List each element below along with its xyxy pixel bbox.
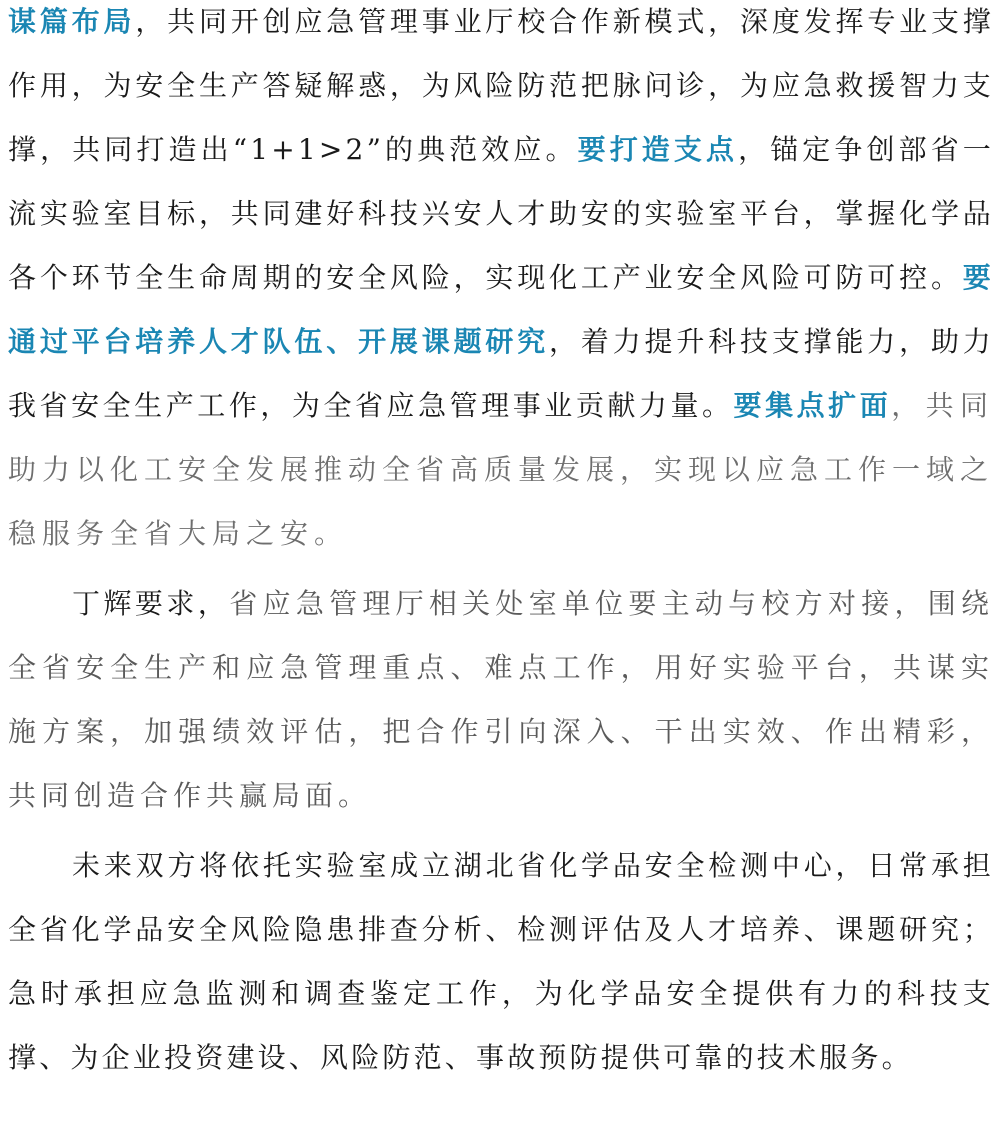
paragraph-requirements: [0, 572, 1000, 828]
paragraph-text: ，着力提升科技支撑能力，助力我省安全生产工作，为全省应急管理事业贡献力量。: [8, 325, 994, 422]
paragraph-future-plan: [0, 834, 1000, 1090]
highlight-fulcrum: 要打造支点: [577, 133, 739, 166]
paragraph-text-faded: ，共同助力以化工安全发展推动全省高质量发展，实现以应急工作一域之稳服务全省大局之安。: [8, 389, 995, 550]
paragraph-cooperation-goals: [0, 0, 1000, 566]
highlight-planning: 谋篇布局: [8, 5, 136, 38]
highlight-expand: 要集点扩面: [733, 389, 892, 422]
paragraph-text-faded: 省应急管理厅相关处室单位要主动与校方对接，围绕全省安全生产和应急管理重点、难点工作，用好实验平台，共谋实施方案，加强绩效评估，把合作引向深入、干出实效、作出精彩，共同创造合作共赢局面。: [8, 587, 994, 812]
paragraph-text: ，锚定争创部省一流实验室目标，共同建好科技兴安人才助安的实验室平台，掌握化学品各个环节全生命周期的安全风险，实现化工产业安全风险可防可控。: [8, 133, 994, 294]
paragraph-text: 未来双方将依托实验室成立湖北省化学品安全检测中心，日常承担全省化学品安全风险隐患排查分析、检测评估及人才培养、课题研究；急时承担应急监测和调查鉴定工作，为化学品安全提供有力的科技支撑、为企业投资建设、风险防范、事故预防提供可靠的技术服务。: [8, 849, 994, 1074]
highlight-talent-research: 要通过平台培养人才队伍、开展课题研究: [8, 261, 994, 358]
paragraph-text: ，共同开创应急管理事业厅校合作新模式，深度发挥专业支撑作用，为安全生产答疑解惑，为风险防范把脉问诊，为应急救援智力支撑，共同打造出“1+1>2”的典范效应。: [8, 5, 994, 166]
paragraph-lead: 丁辉要求，: [72, 587, 230, 620]
